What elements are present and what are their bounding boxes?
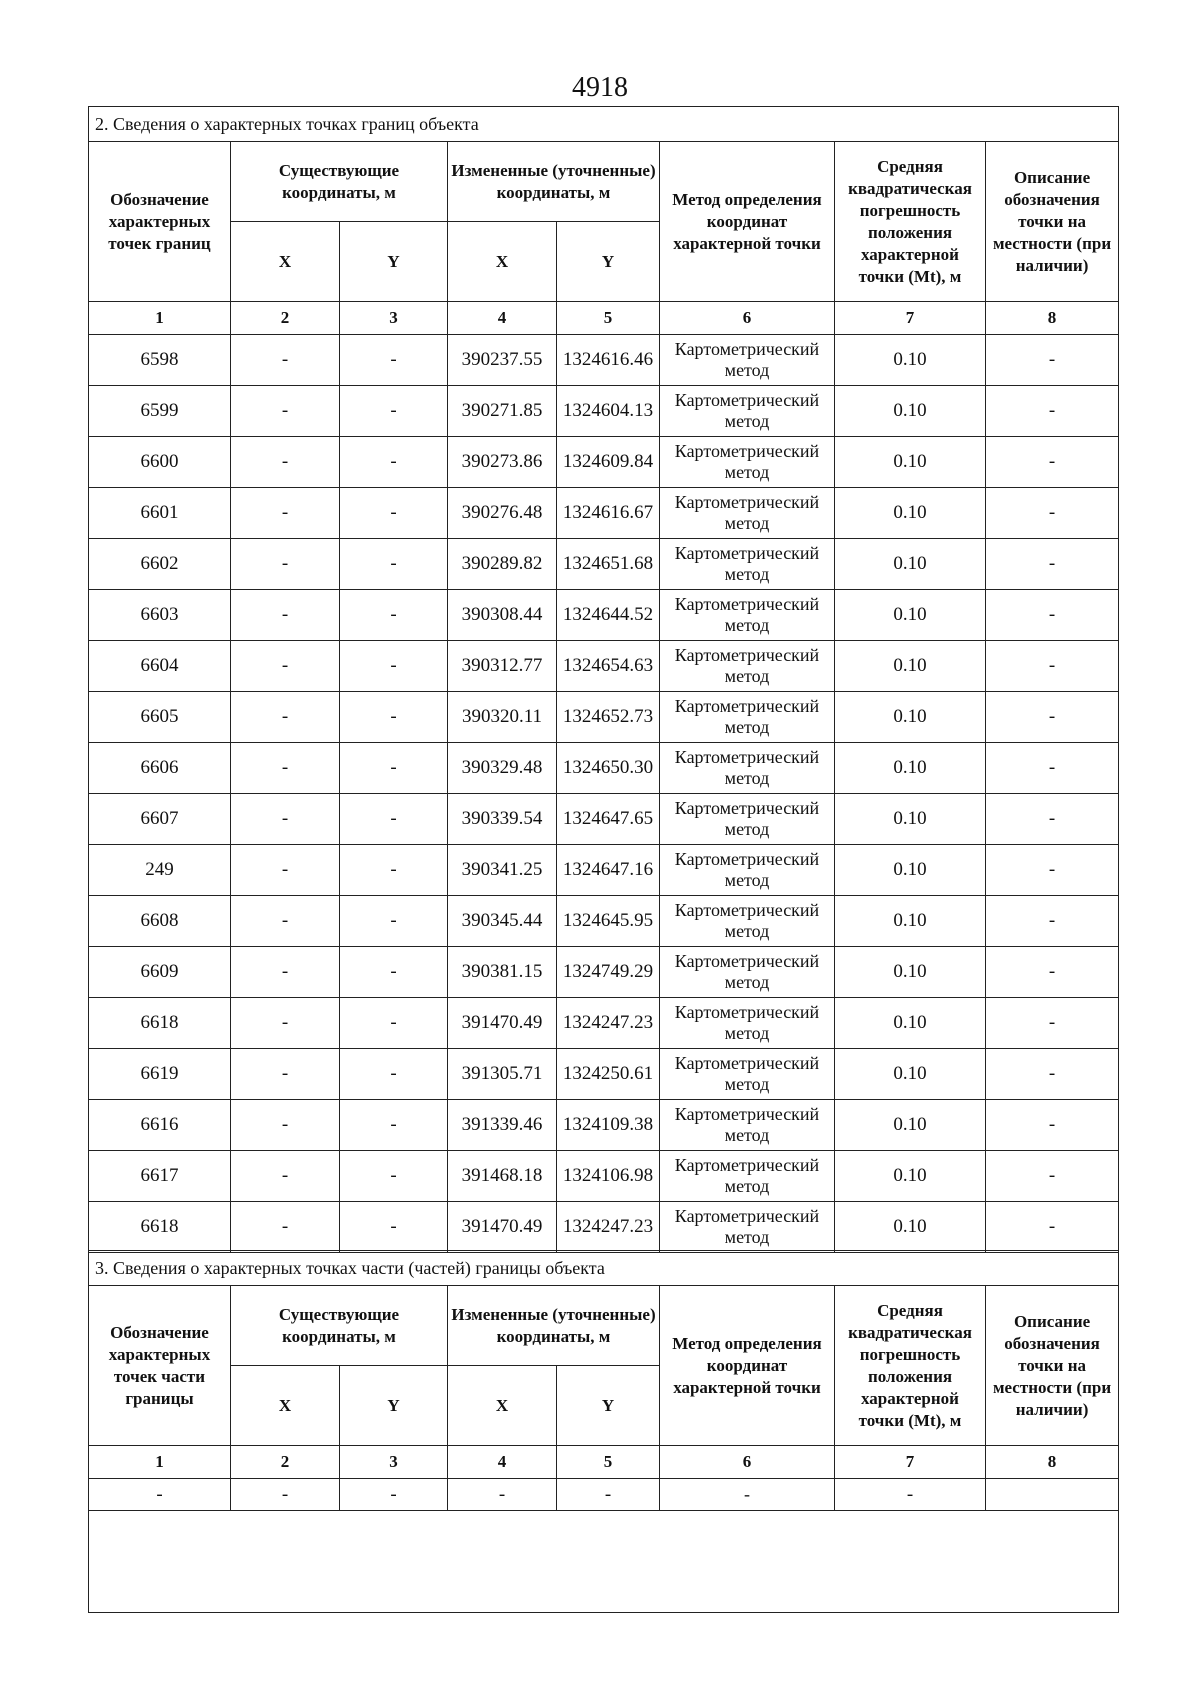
- table-cell: -: [231, 845, 340, 896]
- table-cell: -: [340, 845, 448, 896]
- empty-area: [89, 1511, 1119, 1613]
- table-cell: -: [835, 1479, 986, 1511]
- table-cell: -: [231, 641, 340, 692]
- table-row: [89, 1151, 1119, 1202]
- table-cell: 6602: [89, 539, 231, 590]
- table-cell: -: [231, 1479, 340, 1511]
- table-cell: 6607: [89, 794, 231, 845]
- table-cell: -: [231, 947, 340, 998]
- table-cell: 6603: [89, 590, 231, 641]
- table-cell: 390341.25: [448, 845, 557, 896]
- table-cell: Картометрический метод: [660, 590, 835, 641]
- table-cell: -: [231, 335, 340, 386]
- table-cell: 1324109.38: [557, 1100, 660, 1151]
- table-cell: 6606: [89, 743, 231, 794]
- table-row: [89, 335, 1119, 386]
- table-cell: -: [340, 1479, 448, 1511]
- table-cell: 1324650.30: [557, 743, 660, 794]
- table-cell: 391468.18: [448, 1151, 557, 1202]
- table-cell: 390381.15: [448, 947, 557, 998]
- table-row: [89, 1100, 1119, 1151]
- table-row: [89, 1479, 1119, 1511]
- table-row: [89, 845, 1119, 896]
- table-cell: 390271.85: [448, 386, 557, 437]
- table-cell: Картометрический метод: [660, 488, 835, 539]
- table-cell: -: [340, 641, 448, 692]
- table-cell: -: [986, 1202, 1119, 1253]
- table-cell: Картометрический метод: [660, 641, 835, 692]
- table-cell: 391470.49: [448, 1202, 557, 1253]
- table-cell: 1324247.23: [557, 998, 660, 1049]
- table-cell: -: [660, 1479, 835, 1511]
- header-point-designation: Обозначение характерных точек части границы: [89, 1286, 231, 1446]
- table-cell: -: [986, 539, 1119, 590]
- table-cell: 6618: [89, 1202, 231, 1253]
- table-row: [89, 386, 1119, 437]
- table-cell: 0.10: [835, 641, 986, 692]
- table-cell: 0.10: [835, 386, 986, 437]
- table-row: [89, 692, 1119, 743]
- table-cell: -: [340, 335, 448, 386]
- table-row: [89, 1202, 1119, 1253]
- table-cell: -: [340, 590, 448, 641]
- table-cell: 0.10: [835, 743, 986, 794]
- header-description: Описание обозначения точки на местности (при наличии): [986, 142, 1119, 302]
- header-error: Средняя квадратическая погрешность положения характерной точки (Mt), м: [835, 1286, 986, 1446]
- table-cell: 0.10: [835, 437, 986, 488]
- table-row: [89, 488, 1119, 539]
- table-cell: -: [340, 947, 448, 998]
- table-cell: 391470.49: [448, 998, 557, 1049]
- section-title: 3. Сведения о характерных точках части (частей) границы объекта: [89, 1251, 1119, 1286]
- table-cell: 0.10: [835, 1100, 986, 1151]
- table-cell: -: [231, 1100, 340, 1151]
- table-cell: -: [231, 590, 340, 641]
- table-cell: 6605: [89, 692, 231, 743]
- table-cell: -: [231, 998, 340, 1049]
- column-number: 4: [448, 302, 557, 335]
- table-row: [89, 896, 1119, 947]
- table-cell: -: [986, 845, 1119, 896]
- header-changed-coordinates: Измененные (уточненные) координаты, м: [448, 142, 660, 222]
- table-cell: 1324652.73: [557, 692, 660, 743]
- table-cell: 6600: [89, 437, 231, 488]
- table-cell: 390308.44: [448, 590, 557, 641]
- table-cell: 6609: [89, 947, 231, 998]
- table-cell: -: [340, 437, 448, 488]
- table-cell: 391305.71: [448, 1049, 557, 1100]
- table-cell: 1324250.61: [557, 1049, 660, 1100]
- table-cell: -: [986, 998, 1119, 1049]
- table-cell: Картометрический метод: [660, 845, 835, 896]
- column-number: 6: [660, 302, 835, 335]
- column-number: 5: [557, 302, 660, 335]
- table-cell: 249: [89, 845, 231, 896]
- table-cell: 0.10: [835, 947, 986, 998]
- table-cell: -: [231, 488, 340, 539]
- table-cell: 390289.82: [448, 539, 557, 590]
- table-cell: -: [340, 998, 448, 1049]
- table-cell: 390276.48: [448, 488, 557, 539]
- table-cell: 0.10: [835, 845, 986, 896]
- part-boundary-points-table: [88, 1250, 1119, 1613]
- table-cell: -: [340, 1049, 448, 1100]
- table-cell: 0.10: [835, 1202, 986, 1253]
- table-cell: Картометрический метод: [660, 794, 835, 845]
- boundary-points-table: [88, 106, 1119, 1253]
- table-cell: -: [231, 437, 340, 488]
- column-number: 3: [340, 302, 448, 335]
- table-cell: -: [340, 1202, 448, 1253]
- column-number: 4: [448, 1446, 557, 1479]
- table-cell: Картометрический метод: [660, 998, 835, 1049]
- header-description: Описание обозначения точки на местности (при наличии): [986, 1286, 1119, 1446]
- table-cell: -: [986, 743, 1119, 794]
- table-cell: 0.10: [835, 1151, 986, 1202]
- table-cell: Картометрический метод: [660, 386, 835, 437]
- column-number: 8: [986, 302, 1119, 335]
- table-cell: Картометрический метод: [660, 896, 835, 947]
- table-cell: -: [231, 539, 340, 590]
- column-number: 6: [660, 1446, 835, 1479]
- table-cell: 1324645.95: [557, 896, 660, 947]
- table-cell: 6608: [89, 896, 231, 947]
- table-cell: 1324749.29: [557, 947, 660, 998]
- table-cell: -: [231, 743, 340, 794]
- table-cell: 6618: [89, 998, 231, 1049]
- table-cell: 1324616.46: [557, 335, 660, 386]
- table-cell: -: [986, 896, 1119, 947]
- table-cell: Картометрический метод: [660, 1202, 835, 1253]
- table-cell: -: [340, 794, 448, 845]
- table-cell: Картометрический метод: [660, 335, 835, 386]
- table-cell: -: [340, 896, 448, 947]
- table-cell: -: [231, 1202, 340, 1253]
- table-row: [89, 437, 1119, 488]
- table-cell: -: [986, 1100, 1119, 1151]
- table-cell: -: [986, 437, 1119, 488]
- column-number: 1: [89, 1446, 231, 1479]
- table-cell: -: [340, 386, 448, 437]
- table-cell: 6616: [89, 1100, 231, 1151]
- table-cell: -: [340, 692, 448, 743]
- table-cell: 390312.77: [448, 641, 557, 692]
- table-cell: Картометрический метод: [660, 947, 835, 998]
- header-changed-coordinates: Измененные (уточненные) координаты, м: [448, 1286, 660, 1366]
- table-cell: Картометрический метод: [660, 1049, 835, 1100]
- table-cell: -: [986, 386, 1119, 437]
- table-cell: 390339.54: [448, 794, 557, 845]
- table-cell: -: [986, 590, 1119, 641]
- table-cell: -: [340, 743, 448, 794]
- table-cell: -: [986, 1151, 1119, 1202]
- table-cell: 1324647.16: [557, 845, 660, 896]
- table-cell: 390345.44: [448, 896, 557, 947]
- header-error: Средняя квадратическая погрешность положения характерной точки (Mt), м: [835, 142, 986, 302]
- column-number: 5: [557, 1446, 660, 1479]
- header-y: Y: [340, 1366, 448, 1446]
- table-cell: 6601: [89, 488, 231, 539]
- table-cell: -: [231, 1151, 340, 1202]
- column-number: 1: [89, 302, 231, 335]
- table-row: [89, 947, 1119, 998]
- table-cell: Картометрический метод: [660, 743, 835, 794]
- header-point-designation: Обозначение характерных точек границ: [89, 142, 231, 302]
- table-cell: 0.10: [835, 590, 986, 641]
- table-cell: -: [89, 1479, 231, 1511]
- page-number: 4918: [572, 72, 628, 103]
- table-cell: -: [986, 1049, 1119, 1100]
- header-x: X: [231, 222, 340, 302]
- table-cell: 0.10: [835, 1049, 986, 1100]
- table-cell: -: [231, 386, 340, 437]
- table-cell: 390273.86: [448, 437, 557, 488]
- table-cell: 390237.55: [448, 335, 557, 386]
- table-cell: -: [448, 1479, 557, 1511]
- table-cell: -: [986, 488, 1119, 539]
- table-row: [89, 743, 1119, 794]
- table-cell: 0.10: [835, 335, 986, 386]
- table-cell: -: [986, 335, 1119, 386]
- table-cell: Картометрический метод: [660, 692, 835, 743]
- table-cell: Картометрический метод: [660, 1100, 835, 1151]
- table-cell: -: [340, 1151, 448, 1202]
- table-cell: 1324647.65: [557, 794, 660, 845]
- table-cell: 6599: [89, 386, 231, 437]
- table-cell: 1324247.23: [557, 1202, 660, 1253]
- table-cell: -: [231, 896, 340, 947]
- table-cell: 391339.46: [448, 1100, 557, 1151]
- table-cell: -: [557, 1479, 660, 1511]
- header-method: Метод определения координат характерной точки: [660, 1286, 835, 1446]
- table-cell: 6617: [89, 1151, 231, 1202]
- header-existing-coordinates: Существующие координаты, м: [231, 142, 448, 222]
- table-cell: 0.10: [835, 998, 986, 1049]
- section-title: 2. Сведения о характерных точках границ объекта: [89, 107, 1119, 142]
- table-row: [89, 1049, 1119, 1100]
- table-cell: -: [231, 794, 340, 845]
- column-number: 2: [231, 302, 340, 335]
- table-cell: 0.10: [835, 896, 986, 947]
- table-cell: 6619: [89, 1049, 231, 1100]
- table-cell: 1324616.67: [557, 488, 660, 539]
- table-cell: -: [231, 1049, 340, 1100]
- table-cell: 6604: [89, 641, 231, 692]
- table-cell: 1324654.63: [557, 641, 660, 692]
- table-cell: 390320.11: [448, 692, 557, 743]
- table-cell: 0.10: [835, 488, 986, 539]
- table-row: [89, 641, 1119, 692]
- table-cell: 1324604.13: [557, 386, 660, 437]
- table-cell: 0.10: [835, 692, 986, 743]
- table-row: [89, 590, 1119, 641]
- table-cell: -: [340, 488, 448, 539]
- table-cell: 0.10: [835, 794, 986, 845]
- header-x: X: [448, 1366, 557, 1446]
- column-number: 7: [835, 302, 986, 335]
- table-cell: Картометрический метод: [660, 1151, 835, 1202]
- table-cell: [986, 1479, 1119, 1511]
- table-cell: -: [986, 794, 1119, 845]
- column-number: 8: [986, 1446, 1119, 1479]
- table-cell: -: [986, 692, 1119, 743]
- header-y: Y: [557, 222, 660, 302]
- table-cell: Картометрический метод: [660, 437, 835, 488]
- table-row: [89, 539, 1119, 590]
- column-number: 7: [835, 1446, 986, 1479]
- table-row: [89, 794, 1119, 845]
- column-number: 2: [231, 1446, 340, 1479]
- table-cell: 6598: [89, 335, 231, 386]
- header-method: Метод определения координат характерной точки: [660, 142, 835, 302]
- table-cell: 1324651.68: [557, 539, 660, 590]
- header-y: Y: [340, 222, 448, 302]
- column-number: 3: [340, 1446, 448, 1479]
- table-cell: 1324106.98: [557, 1151, 660, 1202]
- table-row: [89, 998, 1119, 1049]
- table-cell: 390329.48: [448, 743, 557, 794]
- table-cell: -: [231, 692, 340, 743]
- table-cell: -: [986, 641, 1119, 692]
- table-cell: Картометрический метод: [660, 539, 835, 590]
- header-x: X: [448, 222, 557, 302]
- header-y: Y: [557, 1366, 660, 1446]
- column-numbers-row: [89, 1446, 1119, 1479]
- header-existing-coordinates: Существующие координаты, м: [231, 1286, 448, 1366]
- table-cell: -: [340, 1100, 448, 1151]
- blank-cell: [89, 1511, 1119, 1613]
- table-cell: 1324644.52: [557, 590, 660, 641]
- header-x: X: [231, 1366, 340, 1446]
- column-numbers-row: [89, 302, 1119, 335]
- table-cell: -: [986, 947, 1119, 998]
- table-cell: -: [340, 539, 448, 590]
- table-cell: 1324609.84: [557, 437, 660, 488]
- table-cell: 0.10: [835, 539, 986, 590]
